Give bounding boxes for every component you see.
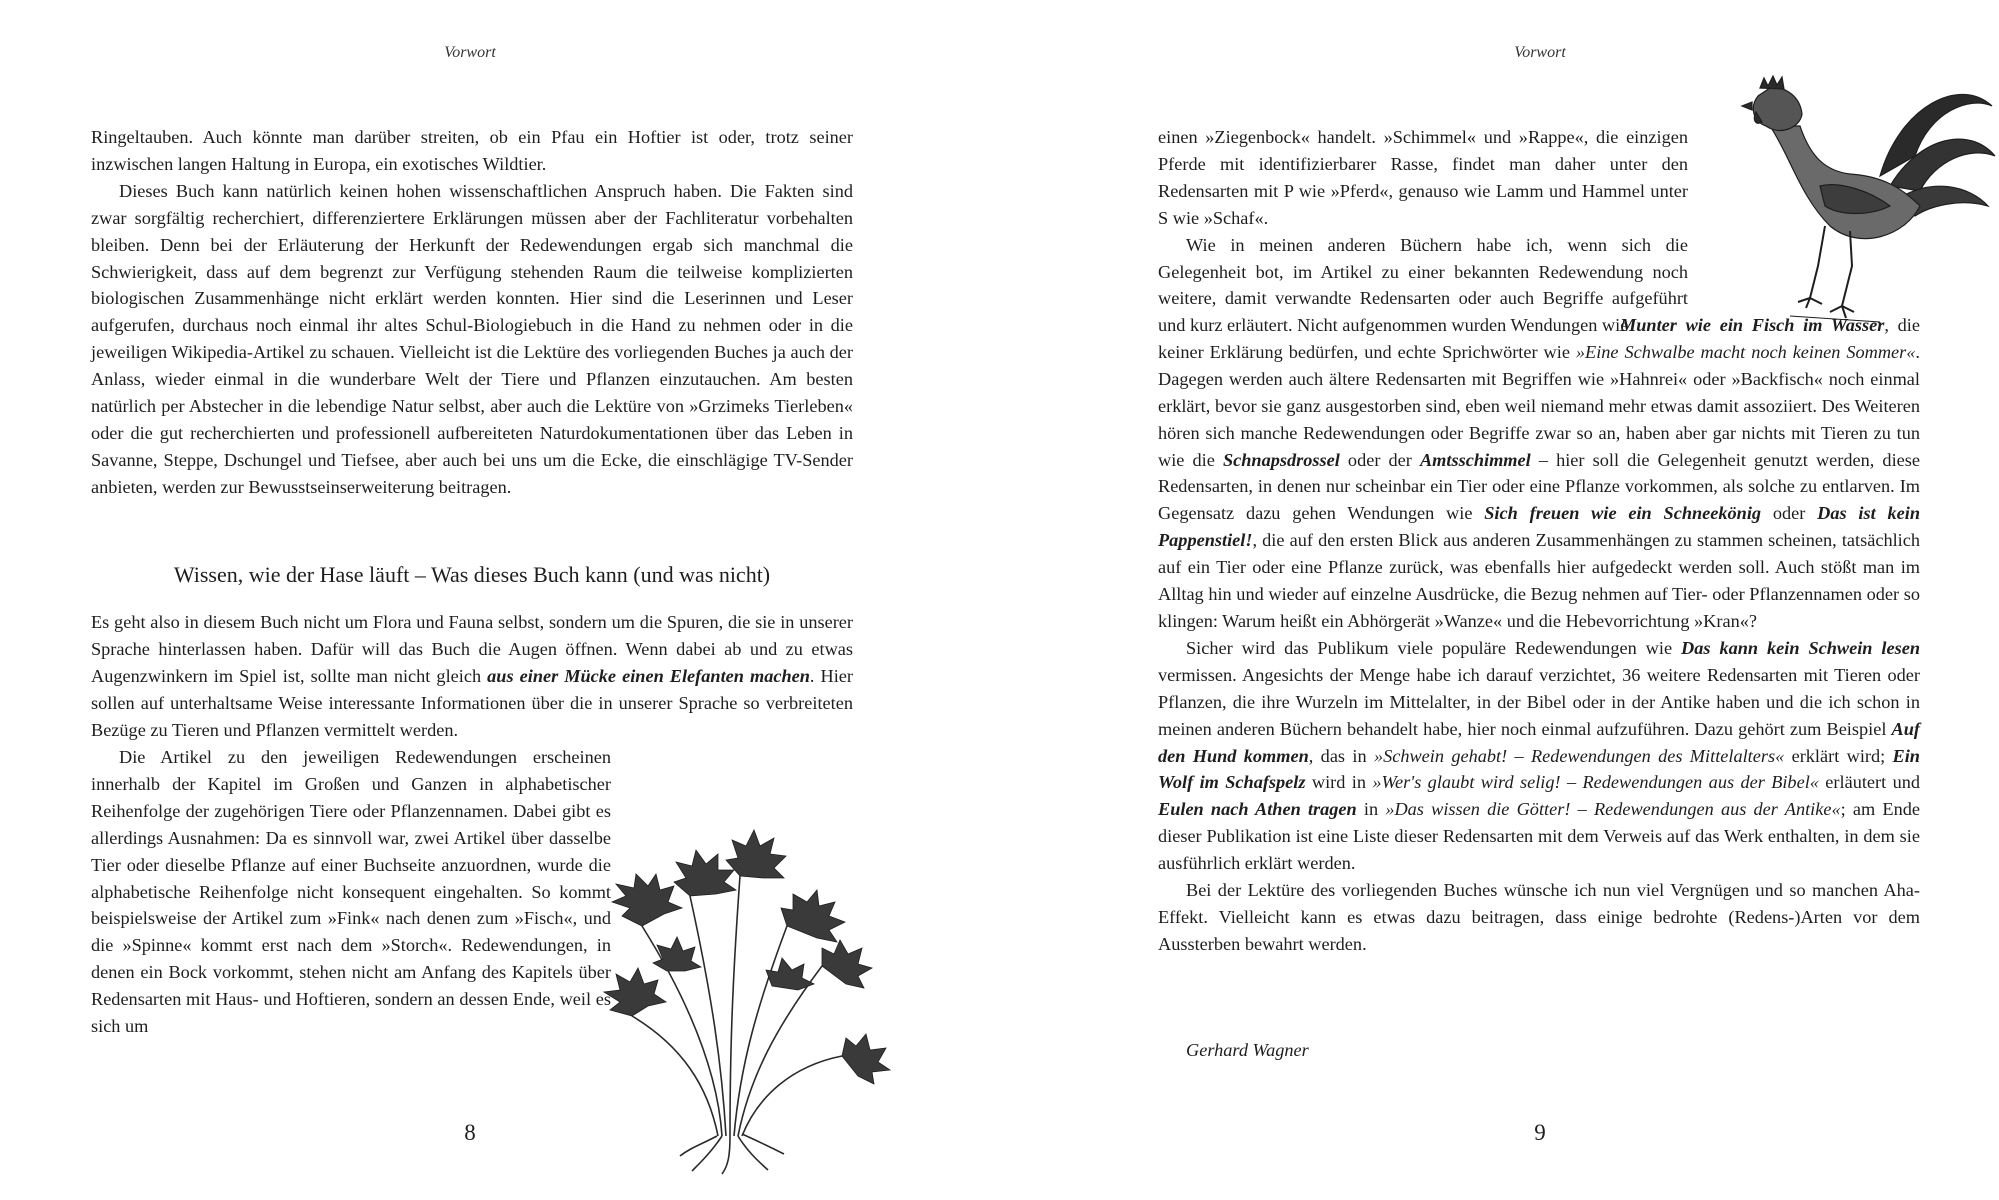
paragraph: einen »Ziegenbock« handelt. »Schimmel« und »Rappe«, die einzigen Pferde mit identifizierbarer Rasse, findet man daher unter den Redensarten mit P wie »Pferd«, genauso wie Lamm und Hammel unter S wie »Schaf«. — [1158, 127, 1688, 228]
paragraph: Die Artikel zu den jeweiligen Redewendungen erscheinen innerhalb der Kapitel im Großen und Ganzen in alphabetischer Reihenfolge der zugehörigen Tiere oder Pflanzennamen. Dabei gibt es allerdings Ausnahmen: Da es sinnvoll war, zwei Artikel über dasselbe Tier oder dieselbe Pflanze auf einer Buchseite anzuordnen, wurde die alphabetische Reihenfolge nicht konsequent eingehalten. So kommt beispielsweise der Artikel zum »Fink« nach denen zum »Fisch«, und die »Spinne« kommt erst nach dem »Storch«. Redewendungen, in denen ein Bock vorkommt, stehen nicht am Anfang des Kapitels über Redensarten mit Haus- und Hoftieren, sondern an dessen Ende, weil es sich um — [91, 747, 611, 1037]
running-header: Vorwort — [444, 44, 496, 61]
rooster-illustration — [1730, 66, 1999, 338]
text-block-beside-rooster — [1158, 124, 1688, 339]
idiom: Munter wie ein Fisch im Wasser — [1620, 315, 1885, 335]
idiom: Auf den Hund kommen — [1158, 718, 1920, 766]
page-number: 9 — [1534, 1120, 1546, 1145]
text-block-middle — [91, 609, 853, 744]
paragraph: Munter wie ein Fisch im Wasser, die keiner Erklärung bedürfen, und echte Sprichwörter wie »Eine Schwalbe macht noch keinen Sommer«. Dagegen werden auch ältere Redensarten mit Begriffen wie »Hahnrei« oder »Backfisch« noch einmal erklärt, bevor sie ganz ausgestorben sind, eben weil niemand mehr etwas damit assoziiert. Des Weiteren hören sich manche Redewendungen oder Begriffe zwar so an, haben aber gar nichts mit Tieren zu tun wie die Schnapsdrossel oder der Amtsschimmel – hier soll die Gelegenheit genutzt werden, diese Redensarten, in denen nur scheinbar ein Tier oder eine Pflanze vorkommen, als solche zu entlarven. Im Gegensatz dazu gehen Wendungen wie Sich freuen wie ein Schneekönig oder Das ist kein Pappenstiel!, die auf den ersten Blick aus anderen Zusammenhängen zu stammen scheinen, tatsächlich auf ein Tier oder eine Pflanze zurück, was ebenfalls hier aufgedeckt werden soll. Auch stößt man im Alltag hin und wieder auf einzelne Ausdrücke, die Bezug nehmen auf Tier- oder Pflanzennamen oder so klingen: Warum heißt ein Abhörgerät »Wanze« und die Hebevorrichtung »Kran«? — [1158, 315, 1921, 631]
idiom: Das ist kein Pappenstiel! — [1158, 503, 1921, 551]
section-heading: Wissen, wie der Hase läuft – Was dieses Buch kann (und was nicht) — [173, 562, 771, 587]
book-title: »Wer's glaubt wird selig! – Redewendungen aus der Bibel« — [1372, 772, 1819, 793]
paragraph: Wie in meinen anderen Büchern habe ich, wenn sich die Gelegenheit bot, im Artikel zu einer bekannten Redewendung noch weitere, damit verwandte Redensarten oder auch Begriffe aufgeführt und kurz erläutert. Nicht aufgenommen wurden Wendungen wie — [1158, 234, 1688, 336]
idiom: Das kann kein Schwein lesen — [1681, 637, 1921, 658]
celery-plant-illustration — [572, 756, 902, 1176]
text-block-top — [91, 124, 853, 501]
paragraph: Dieses Buch kann natürlich keinen hohen wissenschaftlichen Anspruch haben. Die Fakten sind zwar sorgfältig recherchiert, differenziertere Erklärungen müssen aber der Fachliteratur vorbehalten bleiben. Denn bei der Erläuterung der Herkunft der Redewendungen ergab sich manchmal die Schwierigkeit, dass auf dem begrenzt zur Verfügung stehenden Raum die teilweise komplizierten biologischen Zusammenhänge nicht erklärt werden konnten. Hier sind die Leserinnen und Leser aufgerufen, durchaus noch einmal ihr altes Schul-Biologiebuch in die Hand zu nehmen oder in die jeweiligen Wikipedia-Artikel zu schauen. Vielleicht ist die Lektüre des vorliegenden Buches ja auch der Anlass, wieder einmal in die wunderbare Welt der Tiere und Pflanzen einzutauchen. Am besten natürlich per Abstecher in die lebendige Natur selbst, aber auch die Lektüre von »Grzimeks Tierleben« oder die gut recherchierten und professionell aufbereiteten Naturdokumentationen über das Leben in Savanne, Steppe, Dschungel und Tiefsee, aber auch bei uns um die Ecke, die einschlägige TV-Sender anbieten, werden zur Bewusstseinserweiterung beitragen. — [91, 180, 853, 497]
idiom: Ein Wolf im Schafspelz — [1158, 745, 1920, 793]
idiom: Amtsschimmel — [1419, 449, 1531, 470]
book-title: »Schwein gehabt! – Redewendungen des Mittelalters« — [1373, 745, 1785, 766]
paragraph: Sicher wird das Publikum viele populäre Redewendungen wie Das kann kein Schwein lesen vermissen. Angesichts der Menge habe ich darauf verzichtet, 36 weitere Redensarten mit Tieren oder Pflanzen, die ihre Wurzeln im Mittelalter, in der Bibel oder in der Antike haben und die ich schon in meinen anderen Büchern behandelt habe, hier noch einmal aufzuführen. Dazu gehört zum Beispiel Auf den Hund kommen, das in »Schwein gehabt! – Redewendungen des Mittelalters« erklärt wird; Ein Wolf im Schafspelz wird in »Wer's glaubt wird selig! – Redewendungen aus der Bibel« erläutert und Eulen nach Athen tragen in »Das wissen die Götter! – Redewendungen aus der Antike«; am Ende dieser Publikation ist eine Liste dieser Redensarten mit dem Verweis auf das Werk enthalten, in dem sie ausführlich erklärt werden. — [1158, 637, 1921, 874]
idiom: Sich freuen wie ein Schneekönig — [1484, 503, 1762, 524]
idiom: Eulen nach Athen tragen — [1158, 799, 1357, 820]
book-title: »Das wissen die Götter! – Redewendungen aus der Antike« — [1385, 799, 1841, 820]
paragraph: Es geht also in diesem Buch nicht um Flora und Fauna selbst, sondern um die Spuren, die sie in unserer Sprache hinterlassen haben. Dafür will das Buch die Augen öffnen. Wenn dabei ab und zu etwas Augenzwinkern im Spiel ist, sollte man nicht gleich aus einer Mücke einen Elefanten machen. Hier sollen auf unterhaltsame Weise interessante Informationen über die in unserer Sprache so verbreiteten Bezüge zu Tieren und Pflanzen vermittelt werden. — [91, 612, 854, 740]
author-signature: Gerhard Wagner — [1186, 1040, 1309, 1060]
paragraph: Ringeltauben. Auch könnte man darüber streiten, ob ein Pfau ein Hoftier ist oder, trotz seiner inzwischen langen Haltung in Europa, ein exotisches Wildtier. — [91, 127, 853, 174]
paragraph: Bei der Lektüre des vorliegenden Buches wünsche ich nun viel Vergnügen und so manchen Aha-Effekt. Vielleicht kann es etwas dazu beitragen, dass einige bedrohte (Redens-)Arten vor dem Aussterben bewahrt werden. — [1158, 880, 1920, 954]
right-page — [1000, 0, 1999, 1200]
text-block-beside-plant — [91, 744, 611, 1040]
proverb: »Eine Schwalbe macht noch keinen Sommer« — [1575, 341, 1916, 362]
running-header: Vorwort — [1514, 44, 1566, 61]
idiom: aus einer Mücke einen Elefanten machen — [487, 665, 810, 686]
text-block-main-flow — [1158, 312, 1920, 958]
page-number: 8 — [464, 1120, 476, 1145]
idiom: Schnapsdrossel — [1222, 449, 1340, 470]
